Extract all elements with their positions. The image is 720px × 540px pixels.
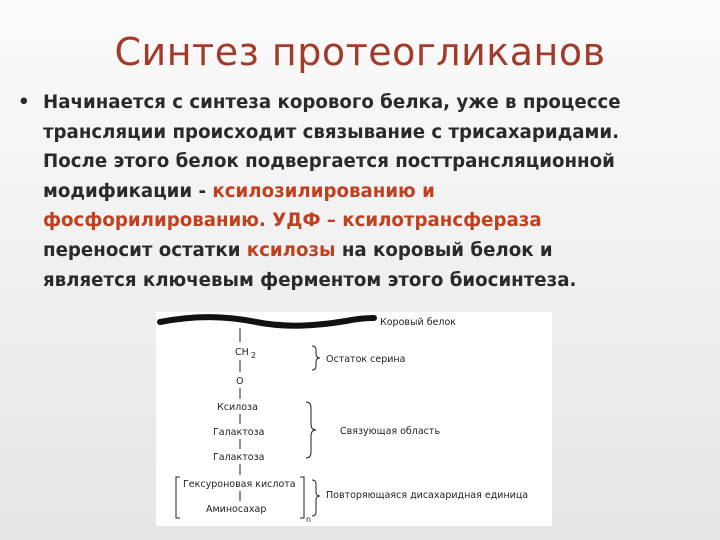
text-line bbox=[43, 177, 708, 207]
core-protein-label: Коровый белок bbox=[380, 317, 457, 328]
text-line: трансляции происходит связывание с трисахаридами. bbox=[43, 121, 620, 143]
slide-title: Синтез протеогликанов bbox=[114, 30, 606, 74]
oxygen-label: O bbox=[236, 376, 244, 387]
ch2-subscript: 2 bbox=[251, 351, 257, 360]
text-segment: модификации - bbox=[43, 180, 213, 202]
subscript-n: n bbox=[306, 515, 312, 524]
text-line: является ключевым ферментом этого биосинтеза. bbox=[43, 269, 577, 291]
text-line bbox=[43, 236, 708, 266]
xylose-label: Ксилоза bbox=[217, 402, 258, 413]
aminosugar-label: Аминосахар bbox=[206, 504, 267, 515]
galactose-label-1: Галактоза bbox=[213, 427, 265, 438]
bullet-marker: • bbox=[18, 92, 30, 113]
repeating-unit-label: Повторяющаяся дисахаридная единица bbox=[326, 490, 529, 501]
highlight-enzyme: УДФ – ксилотрансфераза bbox=[272, 210, 542, 232]
repeat-bracket-left bbox=[176, 477, 180, 518]
linking-brace bbox=[306, 402, 316, 458]
serine-brace bbox=[312, 346, 320, 370]
text-line bbox=[43, 206, 708, 236]
repeat-bracket-right bbox=[300, 477, 304, 518]
text-line: После этого белок подвергается посттрансляционной bbox=[43, 151, 615, 173]
core-protein-line bbox=[160, 317, 374, 326]
text-line: Начинается с синтеза корового белка, уже в процессе bbox=[43, 92, 621, 113]
bullet-text bbox=[43, 88, 708, 295]
highlight-phosphorylation: фосфорилированию. bbox=[43, 210, 273, 232]
linking-region-label: Связующая область bbox=[340, 426, 441, 437]
proteoglycan-structure-diagram bbox=[156, 312, 552, 526]
galactose-label-2: Галактоза bbox=[213, 452, 265, 463]
highlight-xylosylation: ксилозилированию и bbox=[212, 180, 435, 202]
text-segment: переносит остатки bbox=[43, 239, 247, 261]
text-segment: на коровый белок и bbox=[335, 239, 553, 261]
serine-residue-label: Остаток серина bbox=[326, 354, 406, 365]
bullet-paragraph bbox=[18, 88, 708, 295]
repeat-brace bbox=[312, 480, 320, 516]
highlight-xylose: ксилозы bbox=[246, 239, 336, 261]
hexuronic-acid-label: Гексуроновая кислота bbox=[183, 479, 296, 490]
ch2-label: CH bbox=[235, 347, 249, 358]
